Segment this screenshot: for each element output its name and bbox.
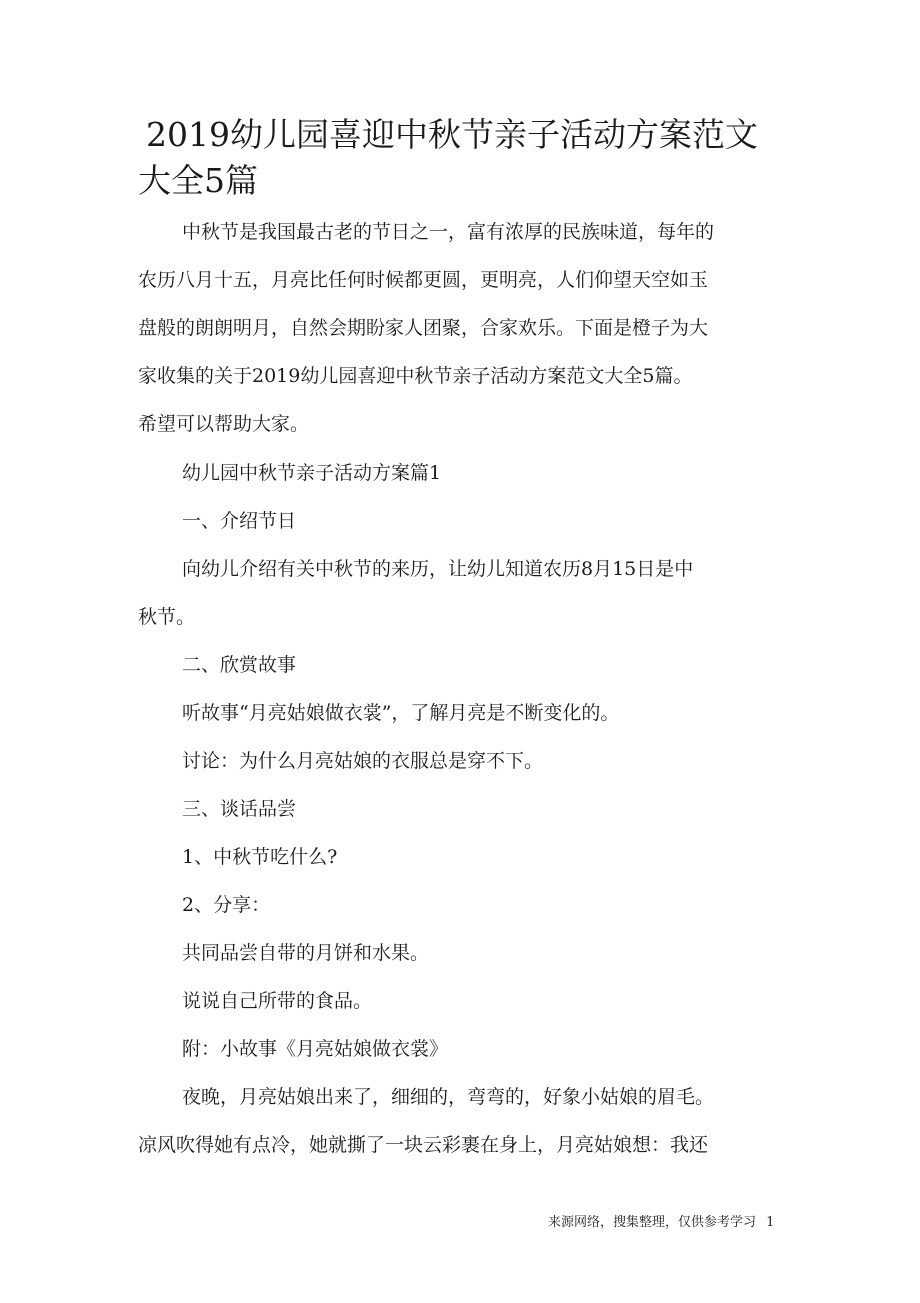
footer-note: 来源网络，搜集整理，仅供参考学习 bbox=[548, 1215, 757, 1230]
paragraph-line: 讨论：为什么月亮姑娘的衣服总是穿不下。 bbox=[182, 750, 544, 772]
paragraph-line: 向幼儿介绍有关中秋节的来历，让幼儿知道农历8月15日是中 bbox=[182, 558, 694, 580]
story-heading: 附：小故事《月亮姑娘做衣裳》 bbox=[182, 1038, 449, 1060]
subsection-heading: 二、欣赏故事 bbox=[182, 654, 297, 676]
list-item: 2、分享： bbox=[182, 894, 271, 916]
list-item: 1、中秋节吃什么? bbox=[182, 846, 338, 868]
page-footer bbox=[548, 1214, 774, 1232]
paragraph-line: 共同品尝自带的月饼和水果。 bbox=[182, 942, 430, 964]
paragraph-line: 秋节。 bbox=[138, 606, 196, 628]
paragraph-line: 凉风吹得她有点冷，她就撕了一块云彩裹在身上，月亮姑娘想：我还 bbox=[138, 1134, 709, 1156]
document-title: 2019幼儿园喜迎中秋节亲子活动方案范文大全5篇 bbox=[138, 115, 758, 200]
paragraph-line: 盘般的朗朗明月，自然会期盼家人团聚，合家欢乐。下面是橙子为大 bbox=[138, 317, 709, 339]
subsection-heading: 一、介绍节日 bbox=[182, 510, 297, 532]
page-number: 1 bbox=[766, 1215, 775, 1230]
paragraph-line: 家收集的关于2019幼儿园喜迎中秋节亲子活动方案范文大全5篇。 bbox=[138, 365, 693, 387]
section-heading: 幼儿园中秋节亲子活动方案篇1 bbox=[182, 462, 442, 484]
subsection-heading: 三、谈话品尝 bbox=[182, 798, 297, 820]
paragraph-line: 说说自己所带的食品。 bbox=[182, 990, 373, 1012]
paragraph-line: 希望可以帮助大家。 bbox=[138, 413, 310, 435]
paragraph-line: 中秋节是我国最古老的节日之一，富有浓厚的民族味道，每年的 bbox=[182, 221, 715, 243]
paragraph-line: 听故事“月亮姑娘做衣裳”，了解月亮是不断变化的。 bbox=[182, 702, 620, 724]
paragraph-line: 农历八月十五，月亮比任何时候都更圆，更明亮，人们仰望天空如玉 bbox=[138, 269, 709, 291]
paragraph-line: 夜晚，月亮姑娘出来了，细细的，弯弯的，好象小姑娘的眉毛。 bbox=[182, 1086, 715, 1108]
